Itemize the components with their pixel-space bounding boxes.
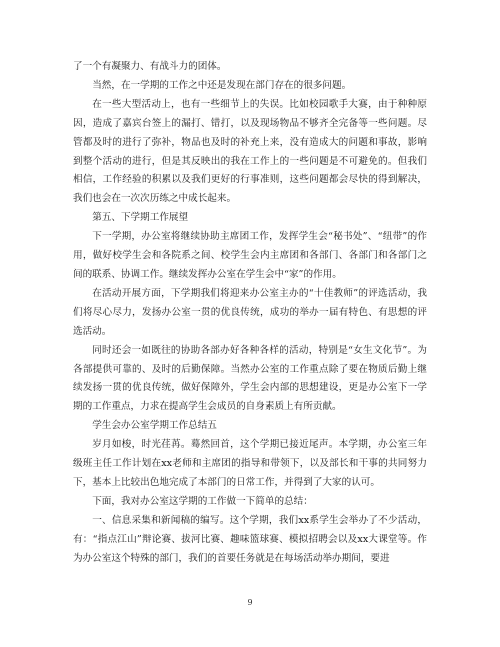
paragraph: 在活动开展方面，下学期我们将迎来办公室主办的“十佳教师”的评选活动，我们将尽心尽力，发扬办公室一贯的优良传统，成功的举办一届有特色、有思想的评选活动。 [73,287,427,337]
section-heading: 学生会办公室学期工作总结五 [92,420,217,432]
paragraph: 了一个有凝聚力、有战斗力的团体。 [73,61,227,72]
page-number: 9 [247,598,253,607]
paragraph: 下面，我对办公室这学期的工作做一下简单的总结： [92,495,313,507]
paragraph: 岁月如梭，时光荏苒。蓦然回首，这个学期已接近尾声。本学期，办公室三年级班主任工作计划在xx老师和主席团的指导和带领下，以及部长和干事的共同努力下，基本上比较出色地完成了本部门的日常工作，并得到了大家的认可。 [73,439,427,488]
paragraph: 当然，在一学期的工作之中还是发现在部门存在的很多问题。 [92,79,352,91]
document-body [73,58,427,568]
paragraph: 一、信息采集和新闻稿的编写。这个学期，我们xx系学生会举办了不少活动，有：“指点江山”辩论赛、拔河比赛、趣味篮球赛、模拟招聘会以及xx大课堂等。作为办公室这个特殊的部门，我们的首要任务就是在每场活动举办期间，要进 [73,514,427,564]
section-heading: 第五、下学期工作展望 [92,212,189,224]
paragraph: 下一学期，办公室将继续协助主席团工作，发挥学生会“秘书处”、“纽带”的作用，做好校学生会和各院系之间、校学生会内主席团和各部门、各部门和各部门之间的联系、协调工作。继续发挥办公室在学生会中“家”的作用。 [73,231,427,280]
paragraph: 在一些大型活动上，也有一些细节上的失误。比如校园歌手大赛，由于种种原因，造成了嘉宾台签上的漏打、错打，以及现场物品不够齐全完备等一些问题。尽管都及时的进行了弥补，物品也及时的补充上来，没有造成大的问题和事故，影响到整个活动的进行，但是其反映出的我在工作上的一些问题是不可避免的。但我们相信，工作经验的积累以及我们更好的行事准则，这些问题都会尽快的得到解决，我们也会在一次次历练之中成长起来。 [73,98,427,205]
paragraph: 同时还会一如既往的协助各部办好各种各样的活动，特别是“女生文化节”。为各部提供可靠的、及时的后勤保障。当然办公室的工作重点除了要在物质后勤上继续发扬一贯的优良传统，做好保障外，学生会内部的思想建设，更是办公室下一学期的工作重点，力求在提高学生会成员的自身素质上有所贡献。 [73,344,427,413]
